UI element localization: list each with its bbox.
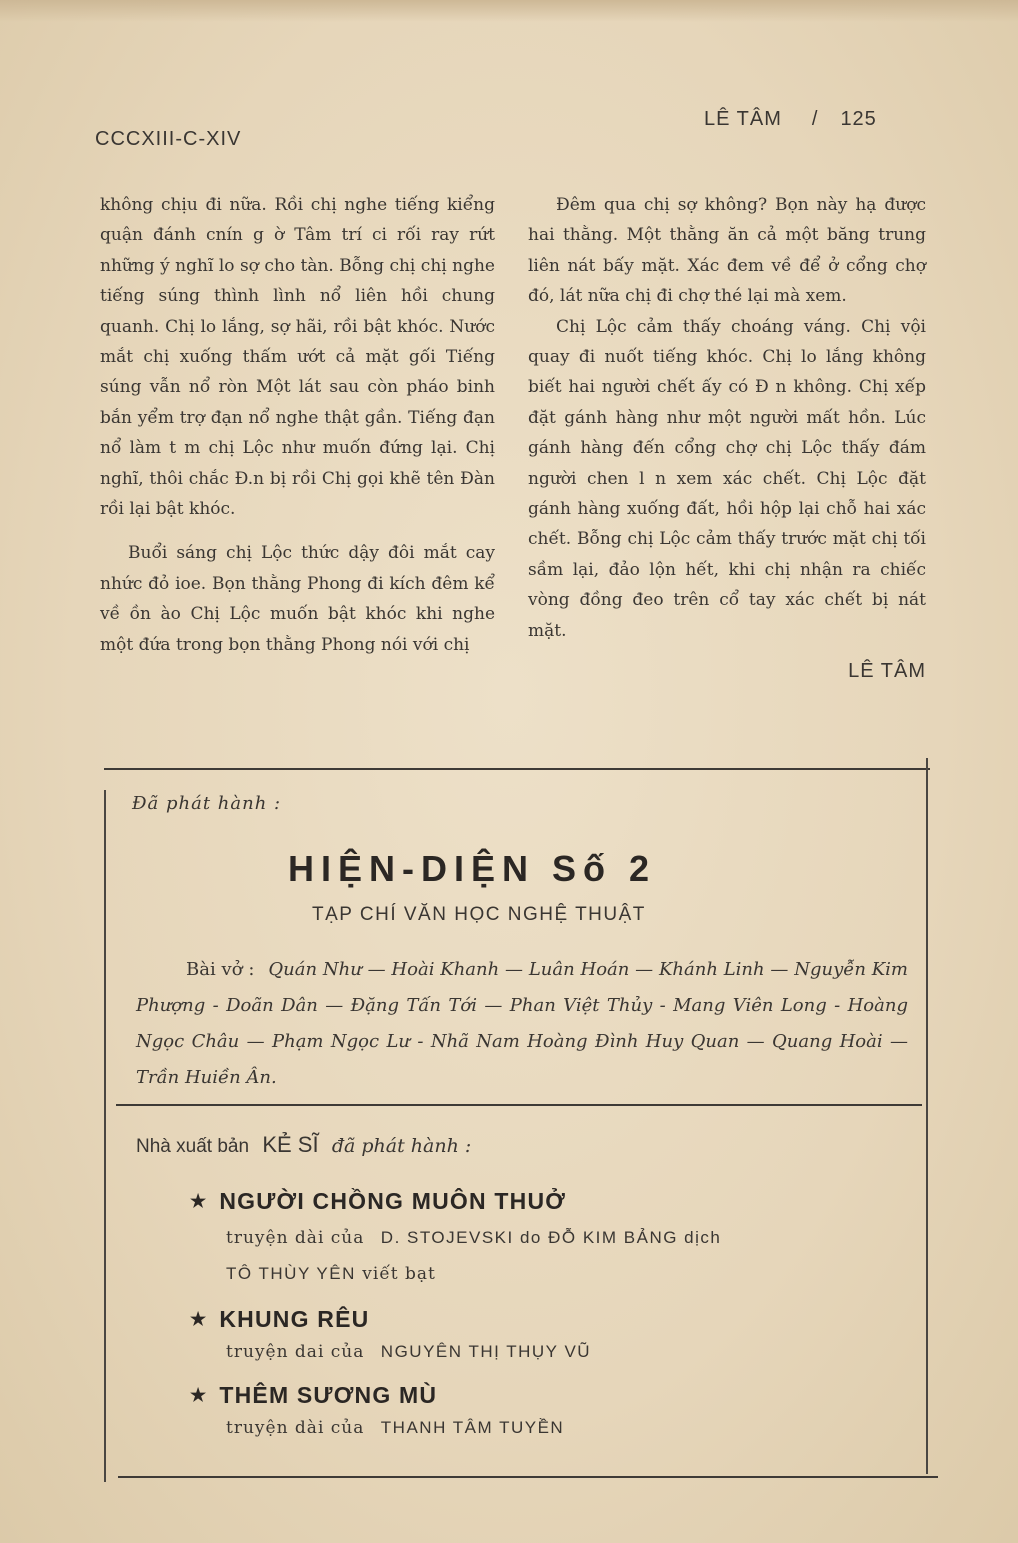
book-description [226,1418,564,1438]
contributors-list [136,952,908,1096]
publisher-name: KẺ SĨ [262,1132,319,1157]
page-top-edge [0,0,1018,22]
article-paragraph: Chị Lộc cảm thấy choáng váng. Chị vội quay đi nuốt tiếng khóc. Chị lo lắng không biết hai người chết ấy có Đ n không. Chị xếp đặt gánh hàng như một người mất hồn. Lúc gánh hàng đến cổng chợ chị Lộc thấy đám người chen l n xem xác chết. Chị Lộc đặt gánh hàng xuống đất, hồi hộp lại chỗ hai xác chết. Bỗng chị Lộc cảm thấy trước mặt chị tối sầm lại, đảo lộn hết, khi chị nhận ra chiếc vòng đồng đeo trên cổ tay xác chết bị nát mặt. [528,316,926,641]
contributors-names: Quán Như — Hoài Khanh — Luân Hoán — Khánh Linh — Nguyễn Kim Phượng - Doãn Dân — Đặng Tấn Tới — Phan Việt Thủy - Mang Viên Long - Hoàng Ngọc Châu — Phạm Ngọc Lư - Nhã Nam Hoàng Đình Huy Quan — Quang Hoài — Trần Huiền Ân. [136,959,909,1088]
ad-left-border [104,790,106,1482]
star-icon: ★ [190,1385,208,1405]
publisher-suffix: đã phát hành : [331,1135,472,1157]
published-label: Đã phát hành : [132,793,282,814]
book-description [226,1228,721,1248]
ad-middle-rule [116,1104,922,1106]
book-desc2-caps: TÔ THÙY YÊN [226,1264,356,1283]
page-number: 125 [840,108,877,130]
book-title [190,1188,566,1215]
publisher-line [136,1132,471,1158]
publisher-prefix: Nhà xuất bản [136,1136,250,1157]
article-paragraph: Đêm qua chị sợ không? Bọn này hạ được hai thằng. Một thằng ăn cả một băng trung liên nát bấy mặt. Xác đem về để ở cổng chợ đó, lát nữa chị đi chợ thé lại mà xem. [528,195,926,307]
book-description-line2 [226,1264,436,1284]
contributors-lead: Bài vở : [186,959,255,980]
running-header-left: CCCXIII-C-XIV [95,128,242,150]
star-icon: ★ [190,1191,208,1211]
magazine-title: HIỆN-DIỆN Số 2 [288,848,657,889]
ad-right-border [926,758,928,1474]
book-title [190,1306,369,1333]
book-title [190,1382,437,1409]
book-desc-caps: D. STOJEVSKI do ĐỖ KIM BẢNG dịch [380,1228,722,1247]
article-left-column [100,190,495,660]
book-desc2-suffix: viết bạt [362,1264,436,1284]
header-separator: / [811,108,819,130]
book-title-text: NGƯỜI CHỒNG MUÔN THUỞ [219,1188,567,1214]
header-author: LÊ TÂM [704,108,782,130]
magazine-subtitle: TẠP CHÍ VĂN HỌC NGHỆ THUẬT [312,904,646,925]
book-desc-caps: THANH TÂM TUYỀN [380,1418,565,1437]
ad-bottom-rule [118,1476,938,1478]
running-header-right [704,108,877,131]
book-desc-caps: NGUYÊN THỊ THỤY VŨ [380,1342,592,1361]
ad-top-rule [104,768,930,770]
star-icon: ★ [190,1309,208,1329]
article-paragraph: Buổi sáng chị Lộc thức dậy đôi mắt cay nhức đỏ ioe. Bọn thằng Phong đi kích đêm kể về ồn ào Chị Lộc muốn bật khóc khi nghe một đứa trong bọn thằng Phong nói với chị [100,543,495,655]
book-title-text: KHUNG RÊU [219,1306,370,1332]
book-desc-prefix: truyện dai của [226,1342,365,1362]
book-desc-prefix: truyện dài của [226,1228,365,1248]
book-desc-prefix: truyện dài của [226,1418,365,1438]
article-paragraph: không chịu đi nữa. Rồi chị nghe tiếng kiểng quận đánh cnín g ờ Tâm trí ci rối ray rứt những ý nghĩ lo sợ cho tàn. Bỗng chị chị nghe tiếng súng thình lình nổ liên hồi chung quanh. Chị lo lắng, sợ hãi, rồi bật khóc. Nước mắt chị xuống thấm ướt cả mặt gối Tiếng súng vẫn nổ ròn Một lát sau còn pháo binh bắn yểm trợ đạn nổ nghe thật gần. Tiếng đạn nổ làm t m chị Lộc như muốn đứng lại. Chị nghĩ, thôi chắc Đ.n bị rồi Chị gọi khẽ tên Đàn rồi lại bật khóc. [100,195,495,520]
article-right-column [528,190,926,687]
book-description [226,1342,591,1362]
book-title-text: THÊM SƯƠNG MÙ [219,1382,438,1408]
author-signature: LÊ TÂM [848,660,926,683]
